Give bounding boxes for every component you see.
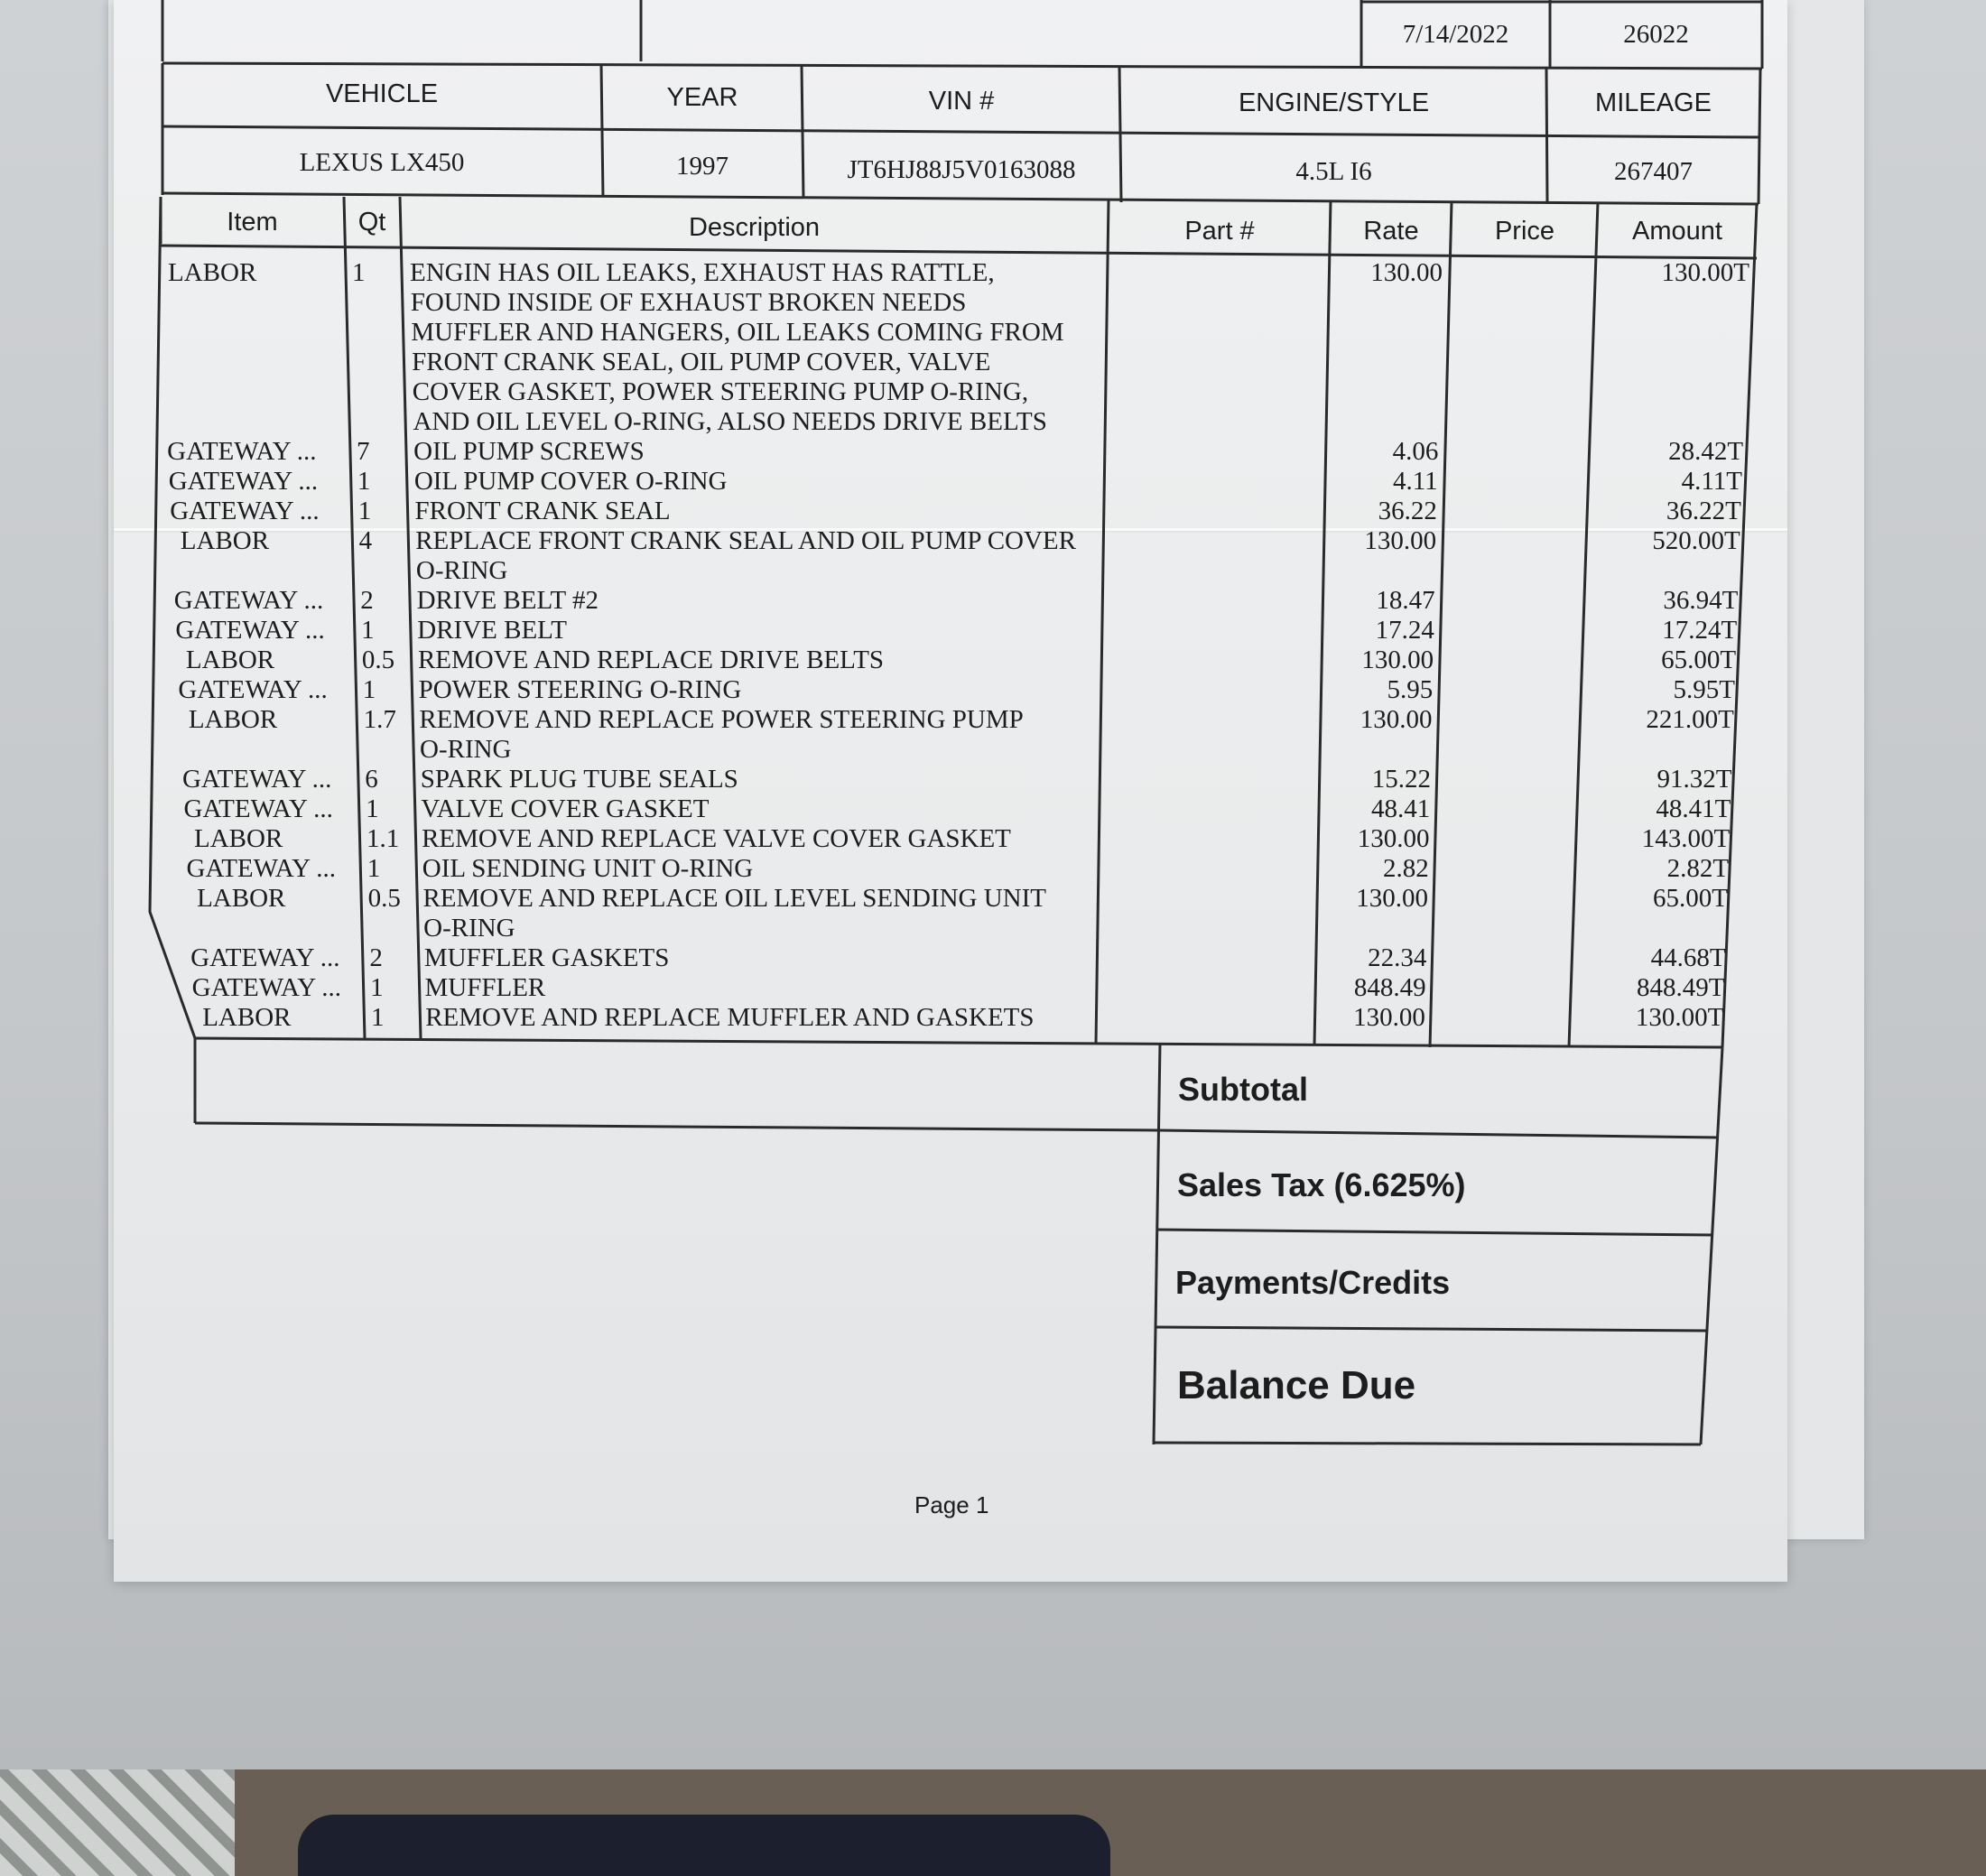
row-rate: 130.00 [1357, 824, 1430, 853]
row-item: GATEWAY ... [190, 943, 340, 972]
page-number: Page 1 [914, 1491, 989, 1518]
row-amount: 848.49T [1637, 973, 1725, 1002]
row-qty: 1 [362, 675, 376, 704]
row-item: GATEWAY ... [173, 586, 324, 615]
row-description: OIL PUMP COVER O-RING [413, 467, 728, 496]
row-item: LABOR [197, 884, 286, 913]
row-item: GATEWAY ... [181, 765, 332, 794]
row-item: LABOR [185, 645, 275, 674]
row-description: REMOVE AND REPLACE POWER STEERING PUMP [419, 705, 1024, 734]
row-qty: 0.5 [367, 884, 401, 913]
row-description: REMOVE AND REPLACE MUFFLER AND GASKETS [425, 1003, 1035, 1032]
column-price: Price [1494, 217, 1555, 246]
row-rate: 15.22 [1371, 765, 1431, 794]
row-qty: 1 [366, 794, 379, 823]
row-rate: 17.24 [1375, 616, 1434, 645]
row-item: LABOR [194, 824, 283, 853]
row-description: VALVE COVER GASKET [421, 794, 710, 823]
row-amount: 65.00T [1652, 884, 1728, 913]
row-qty: 0.5 [361, 645, 395, 674]
row-rate: 48.41 [1371, 794, 1431, 823]
column-item: Item [227, 208, 278, 237]
row-rate: 130.00 [1360, 705, 1433, 734]
column-qty: Qt [357, 208, 386, 237]
row-qty: 1 [367, 854, 381, 883]
row-qty: 4 [358, 526, 373, 555]
row-description: O-RING [420, 735, 512, 764]
row-qty: 1 [361, 616, 375, 645]
vin-header: VIN # [928, 87, 995, 116]
row-rate: 130.00 [1370, 258, 1443, 287]
row-description: O-RING [415, 556, 508, 585]
row-item: LABOR [168, 258, 257, 287]
row-amount: 17.24T [1662, 616, 1738, 645]
row-amount: 130.00T [1635, 1003, 1724, 1032]
invoice-number: 26022 [1623, 20, 1689, 49]
row-description: OIL SENDING UNIT O-RING [422, 854, 754, 883]
invoice-date: 7/14/2022 [1402, 20, 1509, 49]
year-header: YEAR [666, 83, 738, 112]
engine-value: 4.5L I6 [1295, 157, 1372, 186]
row-amount: 143.00T [1641, 824, 1731, 853]
row-rate: 4.11 [1392, 467, 1438, 496]
subtotal-label: Subtotal [1178, 1071, 1308, 1108]
row-description: SPARK PLUG TUBE SEALS [420, 765, 738, 794]
row-item: GATEWAY ... [186, 854, 336, 883]
row-rate: 18.47 [1376, 586, 1435, 615]
row-rate: 130.00 [1353, 1003, 1425, 1032]
row-item: LABOR [180, 526, 270, 555]
year-value: 1997 [676, 152, 729, 181]
row-rate: 130.00 [1361, 645, 1434, 674]
row-description: ENGIN HAS OIL LEAKS, EXHAUST HAS RATTLE, [410, 258, 995, 287]
row-rate: 5.95 [1387, 675, 1434, 704]
vin-value: JT6HJ88J5V0163088 [847, 155, 1076, 184]
row-description: MUFFLER AND HANGERS, OIL LEAKS COMING FROM [411, 318, 1064, 347]
engine-header: ENGINE/STYLE [1238, 88, 1430, 117]
row-item: LABOR [202, 1003, 292, 1032]
row-item: GATEWAY ... [175, 616, 325, 645]
row-amount: 36.22T [1666, 497, 1741, 525]
row-rate: 22.34 [1368, 943, 1427, 972]
vehicle-header: VEHICLE [325, 79, 439, 108]
row-description: COVER GASKET, POWER STEERING PUMP O-RING, [412, 377, 1029, 406]
row-description: OIL PUMP SCREWS [413, 437, 645, 466]
row-rate: 4.06 [1392, 437, 1439, 466]
row-item: GATEWAY ... [183, 794, 333, 823]
column-description: Description [688, 213, 821, 242]
row-description: REPLACE FRONT CRANK SEAL AND OIL PUMP COVER [415, 526, 1076, 555]
row-amount: 91.32T [1657, 765, 1732, 794]
column-rate: Rate [1363, 217, 1419, 246]
row-qty: 1.7 [363, 705, 396, 734]
row-item: GATEWAY ... [168, 467, 319, 496]
row-description: REMOVE AND REPLACE OIL LEVEL SENDING UNIT [422, 884, 1046, 913]
row-description: O-RING [423, 914, 515, 943]
row-amount: 130.00T [1661, 258, 1749, 287]
row-amount: 65.00T [1661, 645, 1737, 674]
row-amount: 2.82T [1666, 854, 1730, 883]
row-item: GATEWAY ... [191, 973, 342, 1002]
row-qty: 1 [357, 497, 372, 525]
row-description: FRONT CRANK SEAL, OIL PUMP COVER, VALVE [412, 348, 991, 376]
row-amount: 48.41T [1656, 794, 1731, 823]
row-description: FOUND INSIDE OF EXHAUST BROKEN NEEDS [410, 288, 967, 317]
row-rate: 2.82 [1382, 854, 1429, 883]
row-qty: 1 [370, 973, 384, 1002]
row-qty: 1 [352, 258, 366, 287]
mileage-value: 267407 [1614, 157, 1693, 186]
row-qty: 1 [357, 467, 371, 496]
row-amount: 4.11T [1681, 467, 1742, 496]
row-amount: 520.00T [1652, 526, 1740, 555]
row-description: REMOVE AND REPLACE VALVE COVER GASKET [422, 824, 1011, 853]
balance-due-label: Balance Due [1177, 1363, 1416, 1407]
mileage-header: MILEAGE [1595, 88, 1712, 117]
row-rate: 848.49 [1353, 973, 1426, 1002]
row-qty: 7 [357, 437, 370, 466]
row-description: DRIVE BELT [417, 616, 567, 645]
row-item: GATEWAY ... [167, 437, 317, 466]
row-amount: 5.95T [1673, 675, 1735, 704]
row-qty: 2 [360, 586, 374, 615]
sales-tax-label: Sales Tax (6.625%) [1177, 1166, 1466, 1203]
row-qty: 6 [365, 765, 378, 794]
row-amount: 221.00T [1646, 705, 1734, 734]
row-description: AND OIL LEVEL O-RING, ALSO NEEDS DRIVE BELTS [413, 407, 1047, 436]
row-description: MUFFLER GASKETS [423, 943, 670, 972]
payments-credits-label: Payments/Credits [1175, 1264, 1451, 1301]
row-qty: 1 [371, 1003, 385, 1032]
row-rate: 130.00 [1364, 526, 1437, 555]
row-amount: 44.68T [1650, 943, 1726, 972]
row-description: DRIVE BELT #2 [416, 586, 599, 615]
row-amount: 36.94T [1663, 586, 1739, 615]
row-item: GATEWAY ... [170, 497, 320, 525]
row-item: GATEWAY ... [178, 675, 328, 704]
row-description: MUFFLER [424, 973, 546, 1002]
row-description: POWER STEERING O-RING [418, 675, 742, 704]
row-qty: 2 [369, 943, 383, 972]
column-part: Part # [1184, 217, 1255, 246]
row-amount: 28.42T [1668, 437, 1744, 466]
row-rate: 130.00 [1356, 884, 1428, 913]
row-rate: 36.22 [1378, 497, 1437, 525]
row-qty: 1.1 [366, 824, 400, 853]
row-item: LABOR [188, 705, 278, 734]
row-description: FRONT CRANK SEAL [414, 497, 671, 525]
vehicle-value: LEXUS LX450 [299, 148, 465, 177]
row-description: REMOVE AND REPLACE DRIVE BELTS [417, 645, 885, 674]
column-amount: Amount [1632, 217, 1722, 246]
